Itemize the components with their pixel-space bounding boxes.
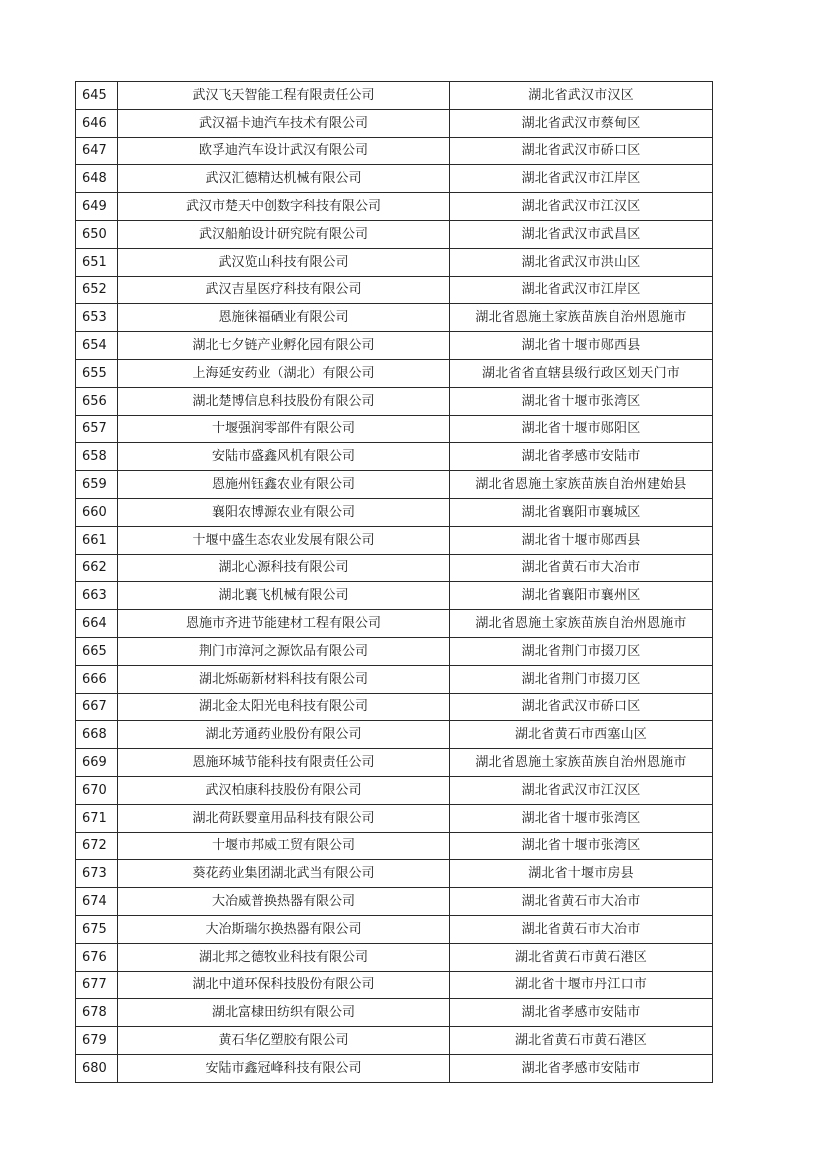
company-name-cell: 襄阳农博源农业有限公司: [118, 498, 450, 526]
region-cell: 湖北省武汉市硚口区: [450, 137, 713, 165]
company-name-cell: 十堰市邦威工贸有限公司: [118, 832, 450, 860]
company-name-cell: 湖北心源科技有限公司: [118, 554, 450, 582]
table-row: [76, 776, 713, 804]
region-cell: 湖北省孝感市安陆市: [450, 1054, 713, 1082]
company-name-cell: 大冶斯瑞尔换热器有限公司: [118, 915, 450, 943]
region-cell: 湖北省省直辖县级行政区划天门市: [450, 359, 713, 387]
company-list-table: [75, 81, 713, 1083]
company-name-cell: 黄石华亿塑胶有限公司: [118, 1027, 450, 1055]
company-name-cell: 湖北七夕链产业孵化园有限公司: [118, 332, 450, 360]
region-cell: 湖北省黄石市西塞山区: [450, 721, 713, 749]
region-cell: 湖北省武汉市武昌区: [450, 220, 713, 248]
region-cell: 湖北省恩施土家族苗族自治州建始县: [450, 471, 713, 499]
table-row: [76, 610, 713, 638]
region-cell: 湖北省恩施土家族苗族自治州恩施市: [450, 304, 713, 332]
row-number: 656: [76, 387, 118, 415]
company-name-cell: 上海延安药业（湖北）有限公司: [118, 359, 450, 387]
company-name-cell: 武汉船舶设计研究院有限公司: [118, 220, 450, 248]
region-cell: 湖北省武汉市汉区: [450, 82, 713, 110]
company-name-cell: 武汉福卡迪汽车技术有限公司: [118, 109, 450, 137]
row-number: 674: [76, 888, 118, 916]
table-body: [76, 82, 713, 1083]
table-row: [76, 332, 713, 360]
company-name-cell: 武汉汇德精达机械有限公司: [118, 165, 450, 193]
row-number: 657: [76, 415, 118, 443]
row-number: 677: [76, 971, 118, 999]
region-cell: 湖北省襄阳市襄城区: [450, 498, 713, 526]
table-row: [76, 193, 713, 221]
row-number: 670: [76, 776, 118, 804]
row-number: 673: [76, 860, 118, 888]
table-row: [76, 359, 713, 387]
table-row: [76, 498, 713, 526]
table-row: [76, 1027, 713, 1055]
region-cell: 湖北省恩施土家族苗族自治州恩施市: [450, 749, 713, 777]
region-cell: 湖北省武汉市洪山区: [450, 248, 713, 276]
region-cell: 湖北省黄石市黄石港区: [450, 1027, 713, 1055]
table-row: [76, 387, 713, 415]
table-row: [76, 82, 713, 110]
company-name-cell: 武汉吉星医疗科技有限公司: [118, 276, 450, 304]
row-number: 680: [76, 1054, 118, 1082]
region-cell: 湖北省黄石市大冶市: [450, 554, 713, 582]
row-number: 649: [76, 193, 118, 221]
table-row: [76, 693, 713, 721]
region-cell: 湖北省武汉市江汉区: [450, 776, 713, 804]
company-name-cell: 湖北芳通药业股份有限公司: [118, 721, 450, 749]
company-name-cell: 湖北烁砺新材料科技有限公司: [118, 665, 450, 693]
table-row: [76, 637, 713, 665]
row-number: 658: [76, 443, 118, 471]
table-row: [76, 860, 713, 888]
company-name-cell: 十堰强润零部件有限公司: [118, 415, 450, 443]
region-cell: 湖北省武汉市硚口区: [450, 693, 713, 721]
row-number: 655: [76, 359, 118, 387]
table-row: [76, 443, 713, 471]
row-number: 662: [76, 554, 118, 582]
table-row: [76, 971, 713, 999]
region-cell: 湖北省武汉市蔡甸区: [450, 109, 713, 137]
table-row: [76, 554, 713, 582]
company-name-cell: 湖北襄飞机械有限公司: [118, 582, 450, 610]
region-cell: 湖北省黄石市大冶市: [450, 915, 713, 943]
table-row: [76, 749, 713, 777]
table-row: [76, 665, 713, 693]
row-number: 671: [76, 804, 118, 832]
table-row: [76, 276, 713, 304]
region-cell: 湖北省武汉市江岸区: [450, 276, 713, 304]
table-row: [76, 415, 713, 443]
company-name-cell: 大冶威普换热器有限公司: [118, 888, 450, 916]
row-number: 648: [76, 165, 118, 193]
row-number: 665: [76, 637, 118, 665]
table-row: [76, 137, 713, 165]
row-number: 650: [76, 220, 118, 248]
company-name-cell: 安陆市盛鑫风机有限公司: [118, 443, 450, 471]
row-number: 654: [76, 332, 118, 360]
company-name-cell: 湖北荷跃婴童用品科技有限公司: [118, 804, 450, 832]
company-name-cell: 恩施徕福硒业有限公司: [118, 304, 450, 332]
region-cell: 湖北省十堰市郧阳区: [450, 415, 713, 443]
company-name-cell: 湖北邦之德牧业科技有限公司: [118, 943, 450, 971]
row-number: 672: [76, 832, 118, 860]
row-number: 646: [76, 109, 118, 137]
region-cell: 湖北省十堰市郧西县: [450, 332, 713, 360]
row-number: 666: [76, 665, 118, 693]
table-row: [76, 804, 713, 832]
row-number: 653: [76, 304, 118, 332]
table-row: [76, 220, 713, 248]
table-row: [76, 888, 713, 916]
table-row: [76, 832, 713, 860]
company-name-cell: 武汉飞天智能工程有限责任公司: [118, 82, 450, 110]
company-name-cell: 恩施市齐进节能建材工程有限公司: [118, 610, 450, 638]
region-cell: 湖北省荆门市掇刀区: [450, 665, 713, 693]
row-number: 679: [76, 1027, 118, 1055]
region-cell: 湖北省十堰市张湾区: [450, 804, 713, 832]
table-row: [76, 943, 713, 971]
company-name-cell: 武汉市楚天中创数字科技有限公司: [118, 193, 450, 221]
row-number: 675: [76, 915, 118, 943]
row-number: 663: [76, 582, 118, 610]
row-number: 664: [76, 610, 118, 638]
row-number: 660: [76, 498, 118, 526]
table-row: [76, 304, 713, 332]
company-name-cell: 武汉柏康科技股份有限公司: [118, 776, 450, 804]
region-cell: 湖北省荆门市掇刀区: [450, 637, 713, 665]
region-cell: 湖北省十堰市郧西县: [450, 526, 713, 554]
table-row: [76, 915, 713, 943]
company-name-cell: 恩施州钰鑫农业有限公司: [118, 471, 450, 499]
table-row: [76, 248, 713, 276]
region-cell: 湖北省十堰市丹江口市: [450, 971, 713, 999]
region-cell: 湖北省十堰市房县: [450, 860, 713, 888]
row-number: 647: [76, 137, 118, 165]
table-row: [76, 999, 713, 1027]
table-row: [76, 582, 713, 610]
region-cell: 湖北省襄阳市襄州区: [450, 582, 713, 610]
company-name-cell: 武汉览山科技有限公司: [118, 248, 450, 276]
company-name-cell: 湖北金太阳光电科技有限公司: [118, 693, 450, 721]
region-cell: 湖北省孝感市安陆市: [450, 999, 713, 1027]
table-row: [76, 526, 713, 554]
region-cell: 湖北省恩施土家族苗族自治州恩施市: [450, 610, 713, 638]
row-number: 669: [76, 749, 118, 777]
company-name-cell: 湖北中道环保科技股份有限公司: [118, 971, 450, 999]
region-cell: 湖北省孝感市安陆市: [450, 443, 713, 471]
row-number: 668: [76, 721, 118, 749]
row-number: 667: [76, 693, 118, 721]
table-row: [76, 471, 713, 499]
company-name-cell: 欧孚迪汽车设计武汉有限公司: [118, 137, 450, 165]
table-row: [76, 109, 713, 137]
region-cell: 湖北省十堰市张湾区: [450, 832, 713, 860]
company-name-cell: 恩施环城节能科技有限责任公司: [118, 749, 450, 777]
row-number: 661: [76, 526, 118, 554]
row-number: 678: [76, 999, 118, 1027]
company-name-cell: 湖北富棣田纺织有限公司: [118, 999, 450, 1027]
region-cell: 湖北省黄石市大冶市: [450, 888, 713, 916]
table-row: [76, 1054, 713, 1082]
row-number: 652: [76, 276, 118, 304]
table-row: [76, 721, 713, 749]
company-name-cell: 葵花药业集团湖北武当有限公司: [118, 860, 450, 888]
region-cell: 湖北省武汉市江汉区: [450, 193, 713, 221]
company-name-cell: 湖北楚博信息科技股份有限公司: [118, 387, 450, 415]
region-cell: 湖北省黄石市黄石港区: [450, 943, 713, 971]
region-cell: 湖北省十堰市张湾区: [450, 387, 713, 415]
row-number: 645: [76, 82, 118, 110]
row-number: 676: [76, 943, 118, 971]
region-cell: 湖北省武汉市江岸区: [450, 165, 713, 193]
company-name-cell: 安陆市鑫冠峰科技有限公司: [118, 1054, 450, 1082]
row-number: 651: [76, 248, 118, 276]
table-row: [76, 165, 713, 193]
row-number: 659: [76, 471, 118, 499]
company-name-cell: 荆门市漳河之源饮品有限公司: [118, 637, 450, 665]
company-name-cell: 十堰中盛生态农业发展有限公司: [118, 526, 450, 554]
